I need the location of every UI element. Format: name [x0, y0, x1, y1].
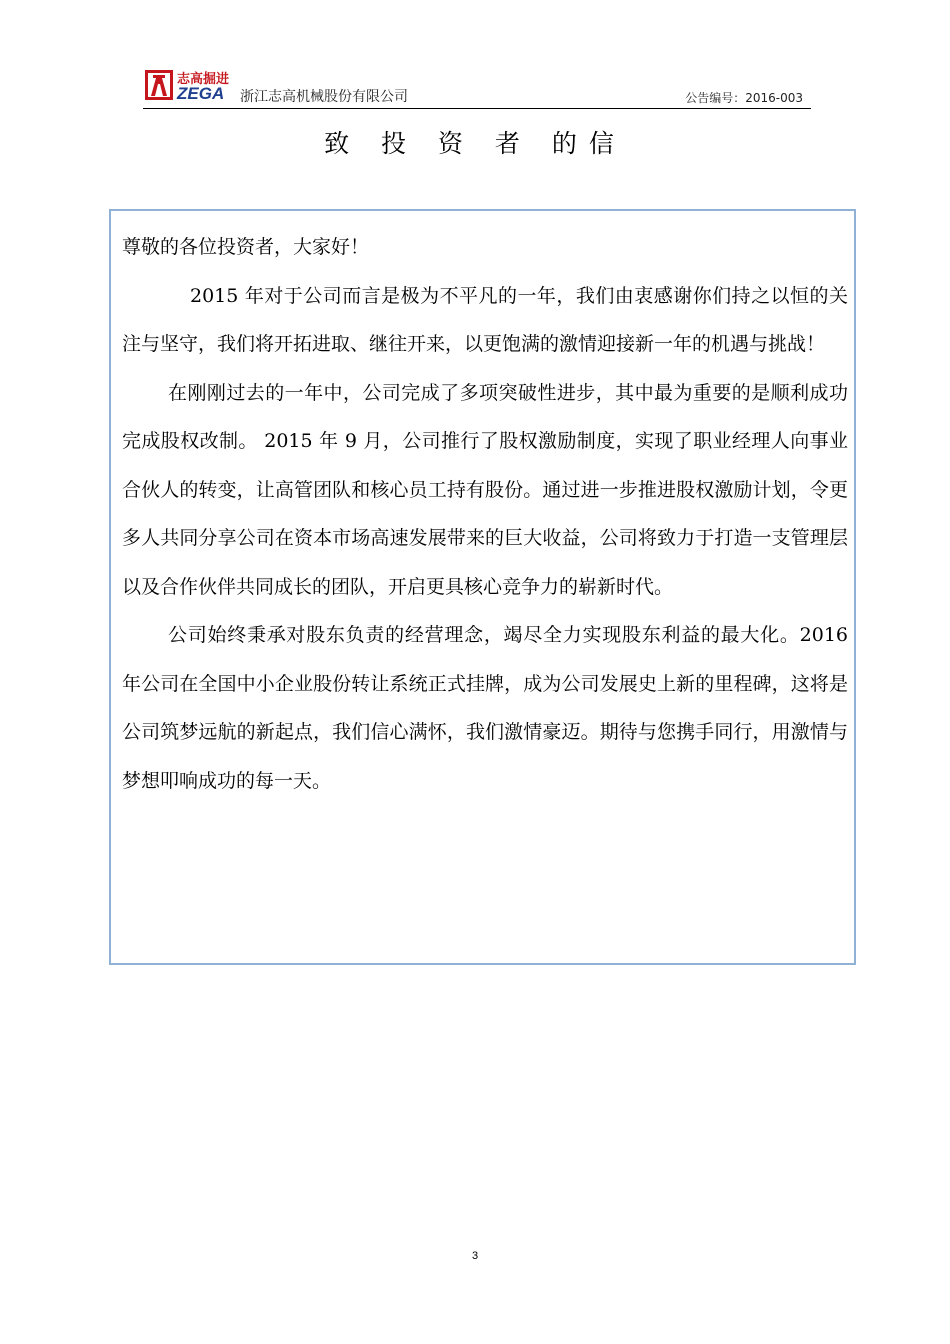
company-logo: [143, 68, 243, 106]
letter-paragraph-3: 公司始终秉承对股东负责的经营理念，竭尽全力实现股东利益的最大化。2016 年公司在全国中小企业股份转让系统正式挂牌，成为公司发展史上新的里程碑，这将是公司筑梦远航的新起点，我们信心满怀，我们激情豪迈。期待与您携手同行，用激情与梦想叩响成功的每一天。: [122, 624, 848, 792]
page-number: 3: [471, 1250, 479, 1262]
company-name: 浙江志高机械股份有限公司: [240, 89, 408, 105]
letter-greeting: 尊敬的各位投资者，大家好！: [122, 236, 370, 258]
page-header: [143, 64, 811, 109]
letter-paragraph-2: 在刚刚过去的一年中，公司完成了多项突破性进步，其中最为重要的是顺利成功完成股权改制。 2015 年 9 月，公司推行了股权激励制度，实现了职业经理人向事业合伙人的转变，让高管团队和核心员工持有股份。通过进一步推进股权激励计划，令更多人共同分享公司在资本市场高速发展带来的巨大收益，公司将致力于打造一支管理层以及合作伙伴共同成长的团队，开启更具核心竞争力的崭新时代。: [122, 381, 848, 598]
letter-paragraph-1: 2015 年对于公司而言是极为不平凡的一年，我们由衷感谢你们持之以恒的关注与坚守，我们将开拓进取、继往开来，以更饱满的激情迎接新一年的机遇与挑战！: [122, 284, 848, 355]
notice-number: 公告编号：2016-003: [685, 91, 803, 105]
document-title: 致 投 资 者 的信: [324, 129, 626, 158]
logo-chinese-text: 志高掘进: [177, 72, 230, 87]
logo-english-text: ZEGA: [177, 84, 225, 103]
logo-mark-icon: [145, 70, 173, 100]
letter-body: [122, 223, 848, 805]
